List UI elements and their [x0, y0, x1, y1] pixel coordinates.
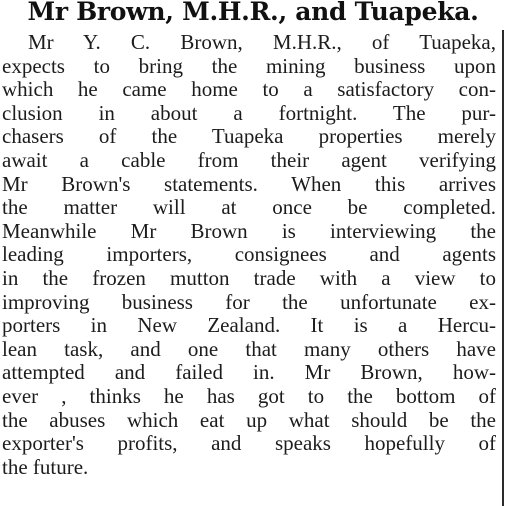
article-line: improving business for the unfortunate ex- — [2, 289, 496, 314]
article-body — [2, 31, 496, 479]
article-line: Meanwhile Mr Brown is interviewing the — [2, 218, 496, 243]
article-line: the matter will at once be completed. — [2, 195, 496, 220]
column-rule — [502, 30, 504, 506]
article-line: attempted and failed in. Mr Brown, how- — [2, 360, 496, 385]
article-line: leading importers, consignees and agents — [2, 242, 496, 267]
article-line: porters in New Zealand. It is a Hercu- — [2, 313, 496, 338]
article-headline: Mr Brown, M.H.R., and Tuapeka. — [27, 0, 479, 26]
article-line: Mr Brown's statements. When this arrives — [2, 171, 496, 196]
article-line: in the frozen mutton trade with a view to — [2, 265, 496, 290]
article-line: which he came home to a satisfactory con- — [2, 77, 496, 102]
article-line: lean task, and one that many others have — [2, 336, 496, 361]
article-line: await a cable from their agent verifying — [2, 147, 496, 172]
article-line: clusion in about a fortnight. The pur- — [2, 100, 496, 125]
article-line: the abuses which eat up what should be the — [2, 407, 496, 432]
article-line: the future. — [2, 454, 89, 479]
article-line: exporter's profits, and speaks hopefully of — [2, 431, 496, 456]
article-line: chasers of the Tuapeka properties merely — [2, 124, 496, 149]
article-line: ever , thinks he has got to the bottom of — [2, 383, 496, 408]
article-line: expects to bring the mining business upon — [2, 53, 496, 78]
article-line: Mr Y. C. Brown, M.H.R., of Tuapeka, — [28, 30, 496, 54]
